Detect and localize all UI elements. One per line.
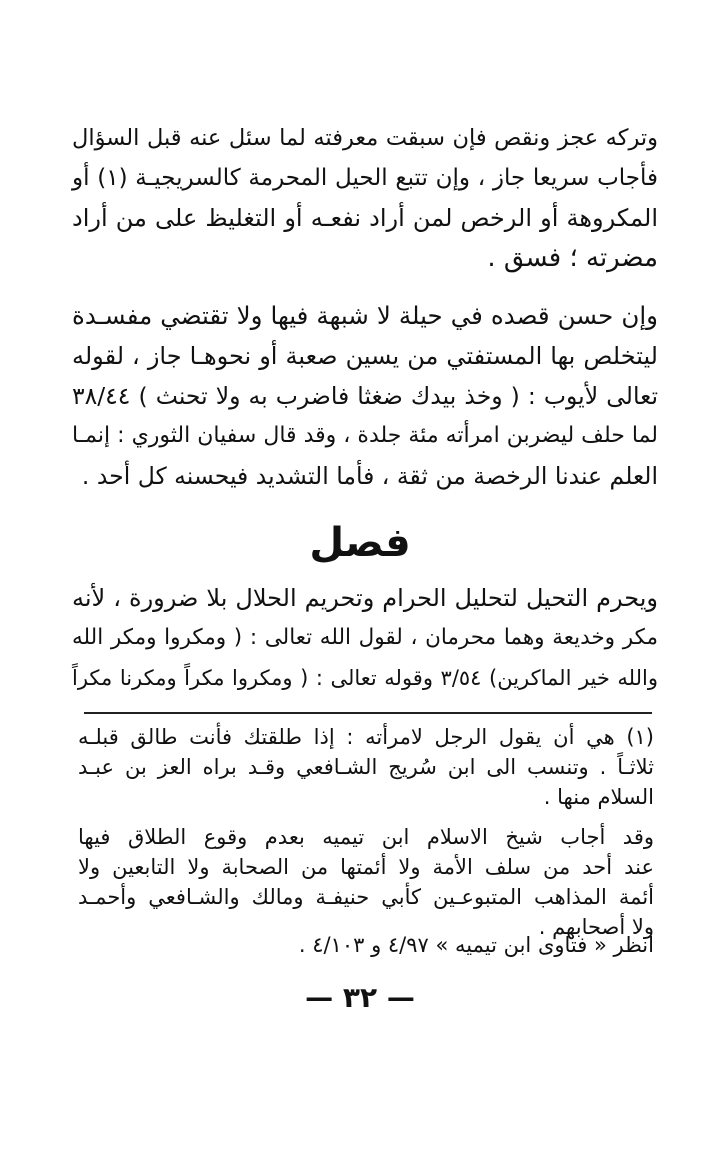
text-line: مضرته ؛ فسق . [487,243,658,273]
text-line: مكر وخديعة وهما محرمان ، لقول الله تعالى : ( ومكروا ومكر الله [72,625,658,650]
text-line: المكروهة أو الرخص لمن أراد نفعـه أو التغليظ على من أراد [72,204,658,232]
footnote-line: أئمة المذاهب المتبوعـين كأبي حنيفـة ومالك والشـافعي وأحمـد [78,885,654,909]
text-line: وإن حسن قصده في حيلة لا شبهة فيها ولا تقتضي مفسـدة [72,301,658,330]
footnote-line: السلام منها . [543,785,654,809]
footnote-2 [78,822,654,942]
section-heading: فصل [309,520,411,566]
text-line: وتركه عجز ونقص فإن سبقت معرفته لما سئل عنه قبل السؤال [72,125,658,151]
text-line: تعالى لأيوب : ( وخذ بيدك ضغثا فاضرب به ولا تحنث ) ٣٨/٤٤ [72,382,658,410]
text-line: العلم عندنا الرخصة من ثقة ، فأما التشديد فيحسنه كل أحد . [81,462,658,490]
page-number: — ٣٢ — [305,981,415,1014]
footnote-line: عند أحد من سلف الأمة ولا أئمتها من الصحابة ولا التابعين ولا [78,855,654,879]
footnote-divider [84,712,652,714]
footnote-line: ولا أصحابهم . [538,915,654,939]
text-line: والله خير الماكرين) ٣/٥٤ وقوله تعالى : ( ومكروا مكراً ومكرنا مكراً [72,666,658,690]
paragraph-2 [72,296,658,496]
text-line: ليتخلص بها المستفتي من يسين صعبة أو نحوهـا جاز ، لقوله [72,342,658,370]
footnote-1 [78,722,654,812]
footnote-reference: انظر « فتاوى ابن تيميه » ٤/٩٧ و ٤/١٠٣ . [298,933,654,957]
footnote-line: (١) هي أن يقول الرجل لامرأته : إذا طلقتك فأنت طالق قبلـه [78,725,654,749]
text-line: ويحرم التحيل لتحليل الحرام وتحريم الحلال بلا ضرورة ، لأنه [72,584,658,612]
footnote-line: ثلاثـاً . وتنسب الى ابن سُريج الشـافعي وقـد براه العز بن عبـد [78,755,654,779]
text-line: فأجاب سريعا جاز ، وإن تتبع الحيل المحرمة كالسريجيـة (١) أو [72,165,658,191]
paragraph-3 [72,578,658,698]
paragraph-1 [72,118,658,278]
footnote-line: وقد أجاب شيخ الاسلام ابن تيميه بعدم وقوع الطلاق فيها [78,825,654,849]
text-line: لما حلف ليضربن امرأته مئة جلدة ، وقد قال سفيان الثوري : إنمـا [72,423,658,448]
